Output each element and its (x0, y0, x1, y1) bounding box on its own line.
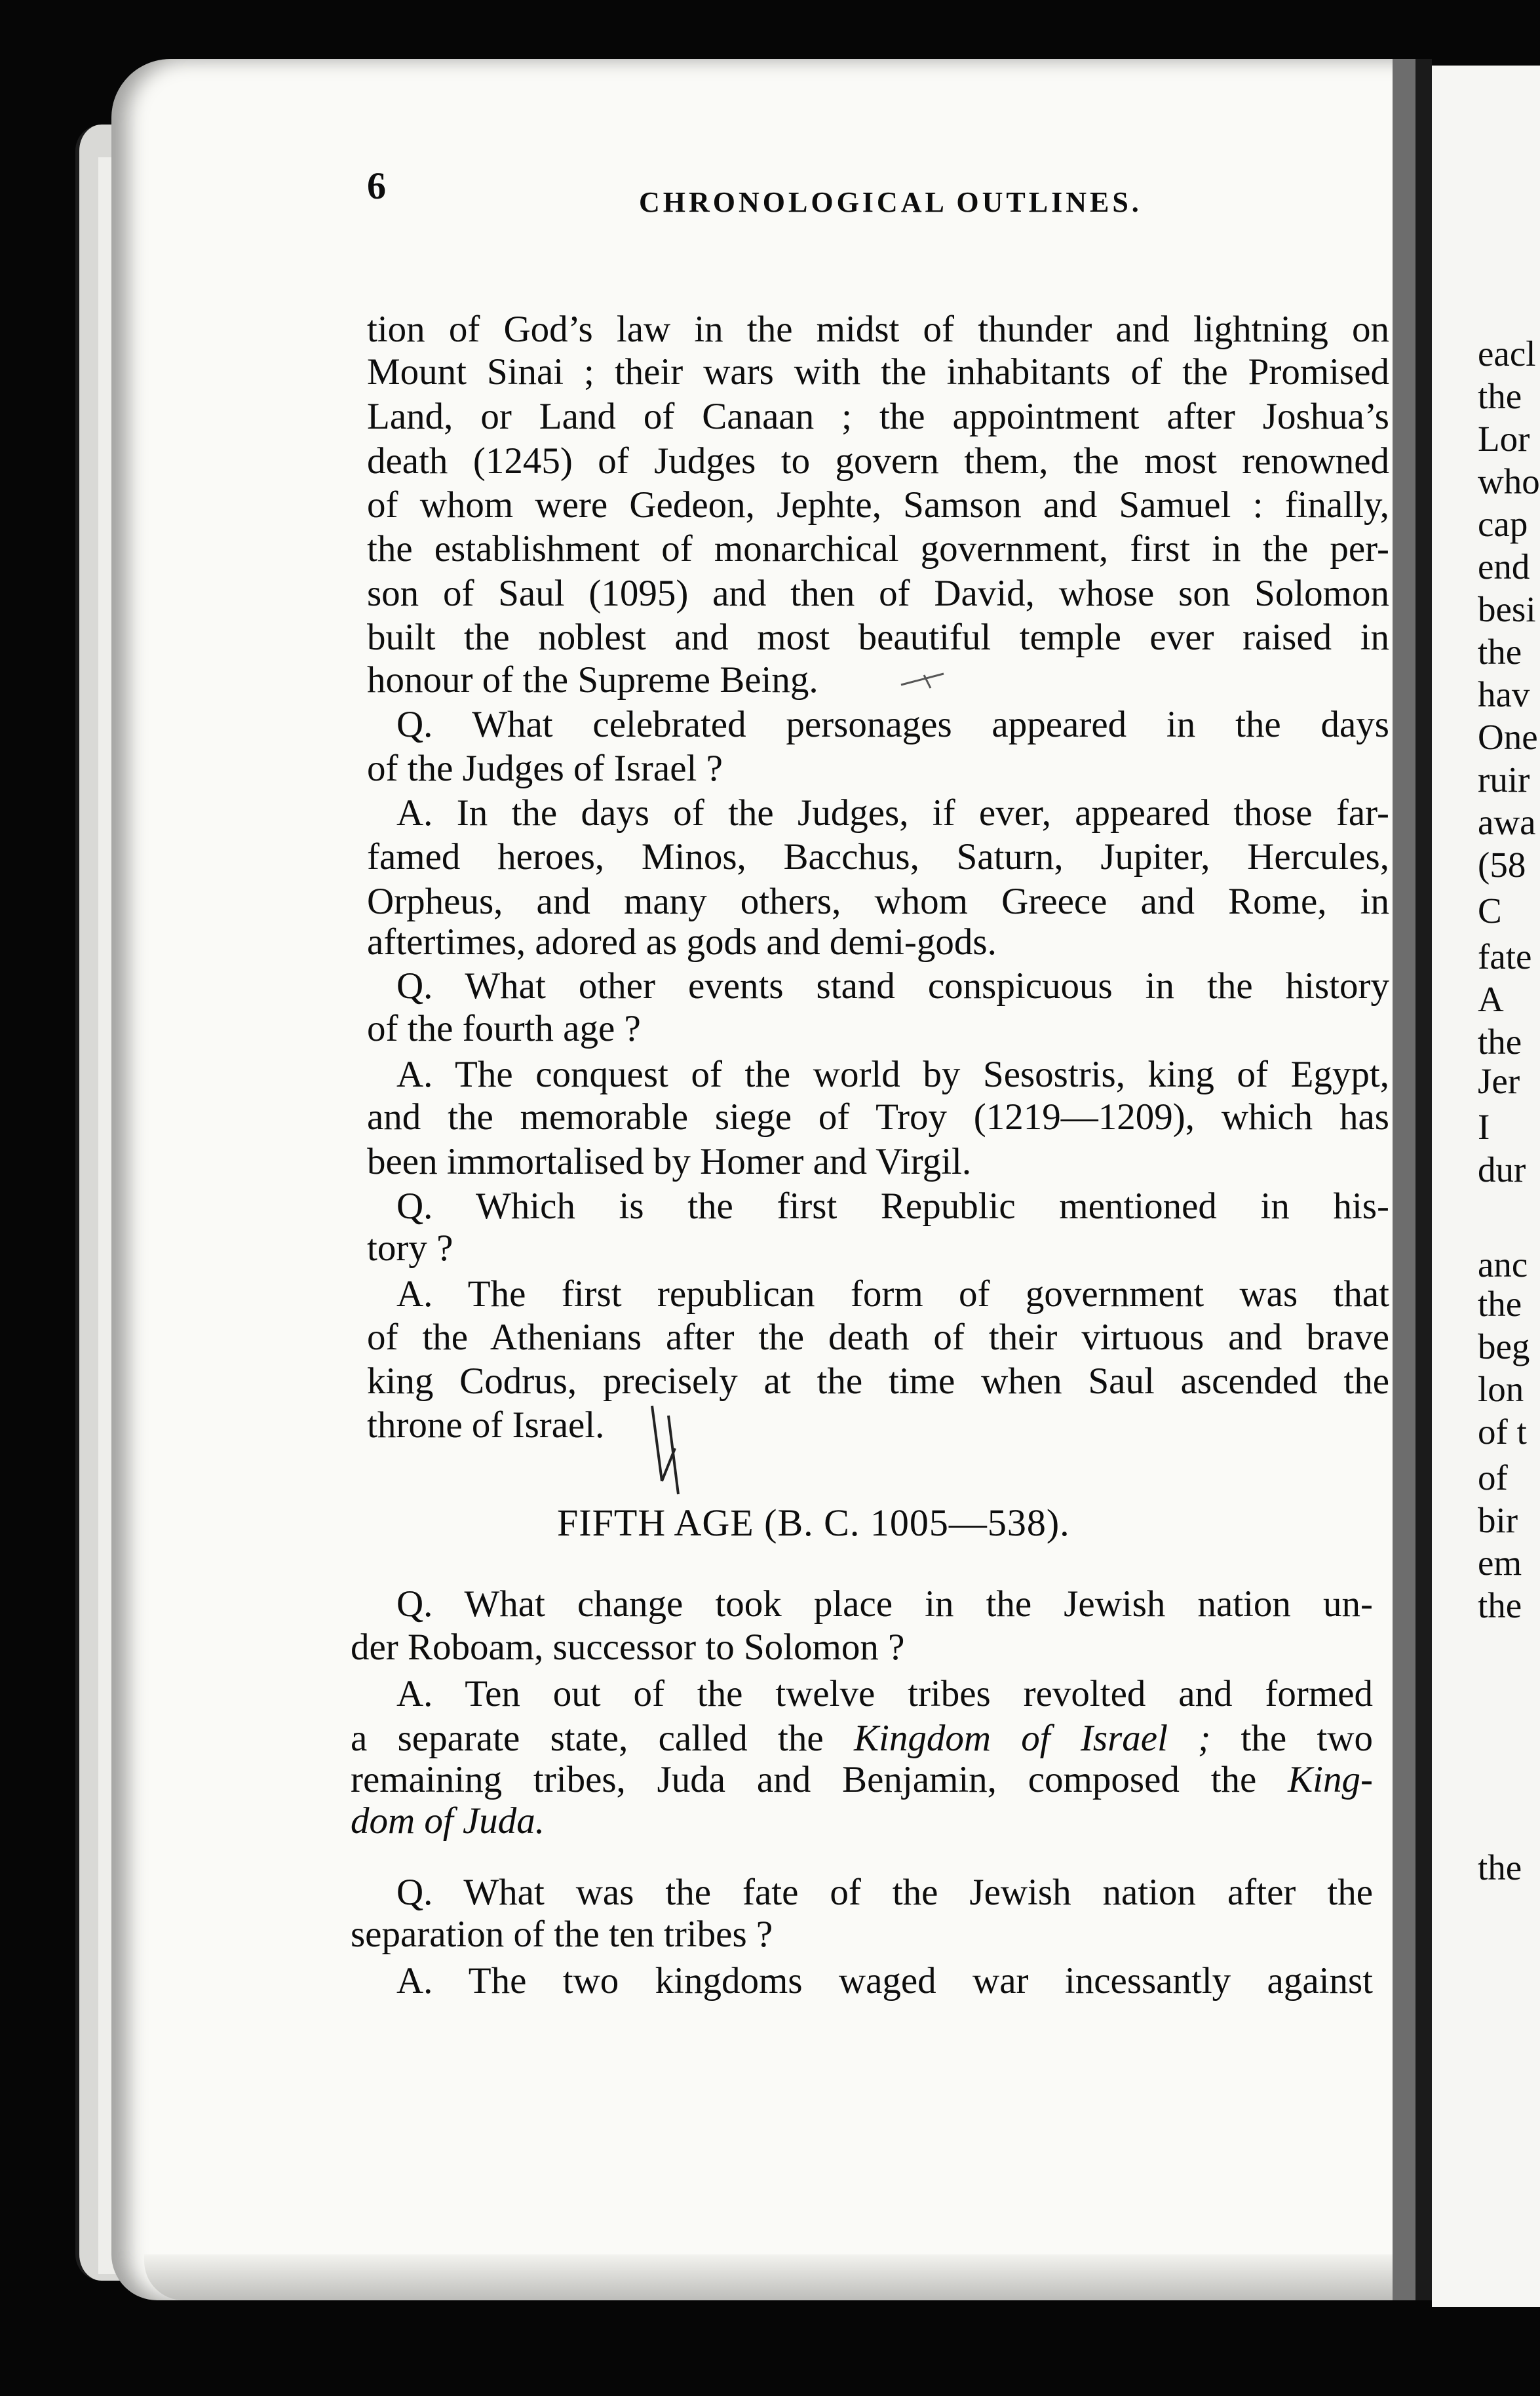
right-page-fragment: dur (1478, 1150, 1526, 1189)
right-page-fragment: the (1478, 376, 1522, 416)
text-line (351, 1717, 1373, 1760)
text-line: Mount Sinai ; their wars with the inhabitants of the Promised (367, 351, 1389, 393)
text-line: of whom were Gedeon, Jephte, Samson and Samuel : finally, (367, 484, 1389, 526)
text-line: of the fourth age ? (367, 1008, 641, 1049)
text-span: remaining tribes, Juda and Benjamin, composed the (351, 1759, 1288, 1800)
text-line: the establishment of monarchical government, first in the per- (367, 528, 1389, 570)
text-line: death (1245) of Judges to govern them, the most renowned (367, 440, 1389, 482)
text-line: throne of Israel. (367, 1404, 605, 1446)
right-page-fragment: ruir (1478, 760, 1530, 800)
right-page-fragment: of (1478, 1458, 1508, 1498)
right-page-fragment: anc (1478, 1245, 1528, 1285)
pencil-mark-icon (645, 1402, 704, 1501)
right-page-fragment: lon (1478, 1369, 1524, 1409)
text-line: son of Saul (1095) and then of David, whose son Solomon (367, 573, 1389, 614)
right-page-fragment: of t (1478, 1412, 1527, 1452)
text-line: built the noblest and most beautiful temple ever raised in (367, 617, 1389, 658)
text-line: Q. Which is the first Republic mentioned in his- (396, 1186, 1389, 1227)
text-line: been immortalised by Homer and Virgil. (367, 1141, 972, 1182)
text-line: and the memorable siege of Troy (1219—1209), which has (367, 1096, 1389, 1138)
right-page-fragment: beg (1478, 1326, 1530, 1366)
right-page-fragment: end (1478, 547, 1530, 587)
text-line: A. The conquest of the world by Sesostris, king of Egypt, (396, 1054, 1389, 1095)
right-page-fragment: awa (1478, 802, 1536, 842)
text-line: tory ? (367, 1227, 453, 1269)
text-line: Q. What change took place in the Jewish nation un- (396, 1583, 1373, 1625)
text-line: famed heroes, Minos, Bacchus, Saturn, Jupiter, Hercules, (367, 836, 1389, 878)
right-page-fragment: em (1478, 1543, 1522, 1583)
right-page-fragment: Lor (1478, 419, 1530, 459)
text-line: Q. What other events stand conspicuous in the history (396, 965, 1389, 1007)
right-page-fragment: the (1478, 1022, 1522, 1062)
right-page-fragment: hav (1478, 674, 1530, 714)
right-page-fragment: (58 (1478, 845, 1526, 885)
right-page-fragment: A (1478, 979, 1504, 1019)
text-line: A. The two kingdoms waged war incessantly against (396, 1960, 1373, 2001)
right-page-fragment: the (1478, 1284, 1522, 1324)
right-page-fragment: fate (1478, 937, 1532, 976)
text-span: the two (1210, 1718, 1373, 1759)
italic-span: dom of Juda. (351, 1800, 545, 1842)
text-line: Q. What celebrated personages appeared in the days (396, 704, 1389, 745)
text-line: aftertimes, adored as gods and demi-gods. (367, 921, 997, 963)
right-page-fragment: Jer (1478, 1061, 1520, 1101)
right-page-fragment: who (1478, 461, 1540, 501)
right-page-fragment: the (1478, 632, 1522, 672)
text-line: A. Ten out of the twelve tribes revolted and formed (396, 1673, 1373, 1714)
right-page-fragment: cap (1478, 504, 1528, 544)
running-head: CHRONOLOGICAL OUTLINES. (639, 186, 1142, 218)
section-heading: FIFTH AGE (B. C. 1005—538). (557, 1501, 1070, 1544)
book-gutter (1393, 59, 1419, 2300)
right-page-fragment: One (1478, 717, 1538, 757)
italic-span: Kingdom of Israel ; (853, 1718, 1211, 1759)
book-gutter-shadow (1415, 59, 1432, 2300)
right-page-fragment: besi (1478, 589, 1536, 629)
text-line: honour of the Supreme Being. (367, 659, 818, 701)
right-page-fragment: bir (1478, 1500, 1518, 1540)
right-page-fragment: eacl (1478, 334, 1536, 374)
text-line: tion of God’s law in the midst of thunder and lightning on (367, 309, 1389, 350)
text-span: a separate state, called the (351, 1718, 854, 1759)
text-line: Q. What was the fate of the Jewish nation after the (396, 1872, 1373, 1913)
text-line: separation of the ten tribes ? (351, 1914, 773, 1955)
text-line: A. In the days of the Judges, if ever, appeared those far- (396, 792, 1389, 834)
right-page-fragment: the (1478, 1847, 1522, 1887)
right-page-fragment: I (1478, 1107, 1490, 1147)
text-line: Orpheus, and many others, whom Greece and Rome, in (367, 881, 1389, 922)
text-line: of the Judges of Israel ? (367, 748, 723, 789)
text-line (351, 1800, 1373, 1843)
text-line: king Codrus, precisely at the time when Saul ascended the (367, 1361, 1389, 1402)
right-page-fragment: the (1478, 1585, 1522, 1625)
text-line: der Roboam, successor to Solomon ? (351, 1627, 905, 1668)
page-bottom-edge (144, 2254, 1402, 2300)
text-line (351, 1758, 1373, 1802)
text-line: A. The first republican form of government was that (396, 1273, 1389, 1315)
text-line: Land, or Land of Canaan ; the appointment after Joshua’s (367, 396, 1389, 437)
page-number: 6 (367, 164, 386, 207)
italic-span: King- (1288, 1759, 1373, 1800)
text-line: of the Athenians after the death of their virtuous and brave (367, 1317, 1389, 1358)
pencil-tick-icon (898, 668, 950, 695)
right-page-fragment: C (1478, 891, 1502, 931)
